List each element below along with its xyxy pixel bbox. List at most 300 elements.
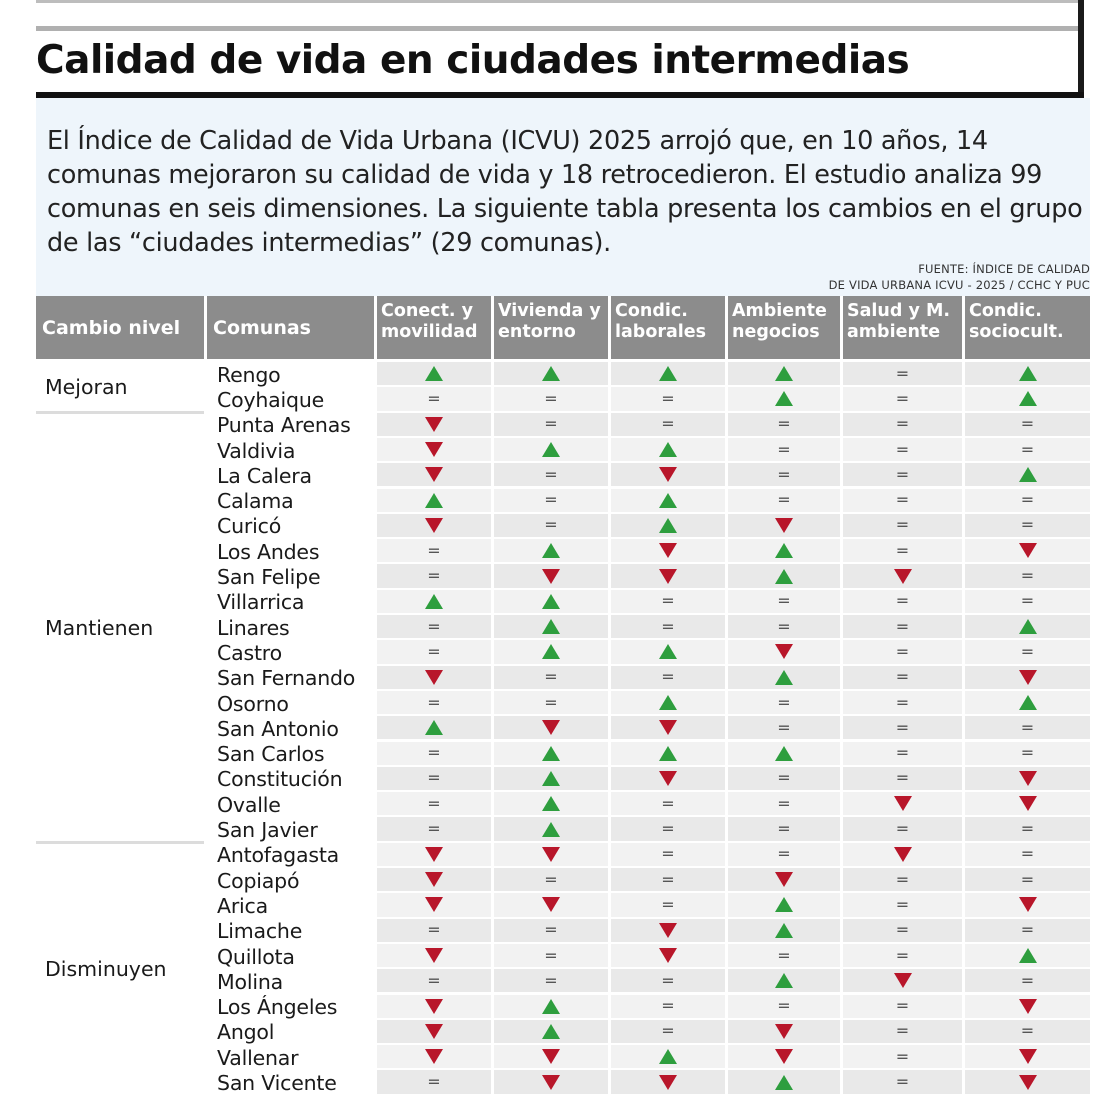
- value-cell: [494, 843, 608, 868]
- header-cambio-nivel: Cambio nivel: [36, 296, 204, 359]
- value-cell: [843, 1020, 962, 1045]
- triangle-down-icon: [542, 569, 560, 584]
- value-cell: [965, 666, 1090, 691]
- value-cell: [611, 691, 725, 716]
- value-cell: [728, 463, 840, 488]
- comuna-name: Villarrica: [217, 590, 305, 615]
- equal-sign: =: [661, 616, 675, 636]
- equal-sign: =: [777, 464, 791, 484]
- value-cell: [965, 1020, 1090, 1045]
- value-cell: [965, 919, 1090, 944]
- value-cell: [965, 387, 1090, 412]
- triangle-up-icon: [775, 897, 793, 912]
- value-cell: [843, 489, 962, 514]
- triangle-down-icon: [425, 670, 443, 685]
- triangle-down-icon: [425, 897, 443, 912]
- equal-sign: =: [427, 768, 441, 788]
- value-cell: [494, 1045, 608, 1070]
- value-cell: [377, 1020, 491, 1045]
- value-cell: [494, 413, 608, 438]
- triangle-up-icon: [542, 1024, 560, 1039]
- equal-sign: =: [895, 894, 910, 914]
- value-cell: [843, 1070, 962, 1095]
- triangle-down-icon: [894, 796, 912, 811]
- equal-sign: =: [777, 692, 791, 712]
- value-cell: [611, 1045, 725, 1070]
- equal-sign: =: [661, 819, 675, 839]
- value-cell: [494, 767, 608, 792]
- triangle-up-icon: [1019, 619, 1037, 634]
- triangle-down-icon: [894, 973, 912, 988]
- equal-sign: =: [544, 515, 558, 535]
- value-cell: [843, 767, 962, 792]
- comuna-name: Osorno: [217, 691, 289, 716]
- triangle-up-icon: [659, 493, 677, 508]
- equal-sign: =: [777, 768, 791, 788]
- triangle-up-icon: [542, 543, 560, 558]
- value-cell: [377, 615, 491, 640]
- value-cell: [728, 564, 840, 589]
- comuna-name: Copiapó: [217, 868, 300, 893]
- comuna-name: Antofagasta: [217, 843, 340, 868]
- comuna-name: San Antonio: [217, 716, 339, 741]
- equal-sign: =: [895, 616, 910, 636]
- value-cell: [494, 489, 608, 514]
- comuna-name: Molina: [217, 969, 283, 994]
- triangle-down-icon: [1019, 999, 1037, 1014]
- equal-sign: =: [544, 667, 558, 687]
- equal-sign: =: [544, 869, 558, 889]
- equal-sign: =: [777, 414, 791, 434]
- comuna-name: Linares: [217, 615, 290, 640]
- triangle-down-icon: [542, 847, 560, 862]
- value-cell: [728, 893, 840, 918]
- triangle-up-icon: [1019, 366, 1037, 381]
- header-ambiente-negocios: Ambiente negocios: [728, 296, 840, 359]
- triangle-up-icon: [659, 366, 677, 381]
- equal-sign: =: [777, 819, 791, 839]
- source-note: [829, 261, 1090, 293]
- triangle-down-icon: [659, 948, 677, 963]
- triangle-down-icon: [425, 518, 443, 533]
- value-cell: [494, 640, 608, 665]
- value-cell: [965, 640, 1090, 665]
- header-salud-ambiente: Salud y M. ambiente: [843, 296, 962, 359]
- value-cell: [494, 438, 608, 463]
- equal-sign: =: [895, 388, 910, 408]
- comuna-name: Curicó: [217, 514, 282, 539]
- value-cell: [728, 944, 840, 969]
- comuna-name: Los Andes: [217, 539, 320, 564]
- value-cell: [965, 817, 1090, 842]
- value-cell: [965, 767, 1090, 792]
- header-vivienda-entorno: Vivienda y entorno: [494, 296, 608, 359]
- triangle-up-icon: [425, 366, 443, 381]
- triangle-down-icon: [775, 1049, 793, 1064]
- comuna-name: Castro: [217, 640, 282, 665]
- value-cell: [494, 387, 608, 412]
- header-conect-movilidad: Conect. y movilidad: [377, 296, 491, 359]
- header-condic-sociocult: Condic. sociocult.: [965, 296, 1090, 359]
- value-cell: [377, 969, 491, 994]
- title-frame-bar: [1078, 0, 1084, 98]
- triangle-down-icon: [775, 1024, 793, 1039]
- triangle-up-icon: [542, 366, 560, 381]
- value-cell: [611, 1070, 725, 1095]
- value-cell: [494, 514, 608, 539]
- equal-sign: =: [895, 717, 910, 737]
- value-cell: [494, 817, 608, 842]
- value-cell: [377, 1070, 491, 1095]
- value-cell: [494, 615, 608, 640]
- equal-sign: =: [895, 768, 910, 788]
- value-cell: [843, 1045, 962, 1070]
- value-cell: [728, 843, 840, 868]
- value-cell: [494, 995, 608, 1020]
- value-cell: [728, 438, 840, 463]
- value-cell: [377, 1045, 491, 1070]
- triangle-down-icon: [425, 442, 443, 457]
- equal-sign: =: [544, 945, 558, 965]
- equal-sign: =: [661, 996, 675, 1016]
- value-cell: [377, 362, 491, 387]
- value-cell: [377, 893, 491, 918]
- value-cell: [843, 944, 962, 969]
- equal-sign: =: [895, 1072, 910, 1092]
- equal-sign: =: [777, 945, 791, 965]
- triangle-down-icon: [775, 644, 793, 659]
- triangle-down-icon: [1019, 543, 1037, 558]
- value-cell: [611, 413, 725, 438]
- equal-sign: =: [1020, 490, 1035, 510]
- value-cell: [377, 716, 491, 741]
- value-cell: [611, 944, 725, 969]
- equal-sign: =: [661, 667, 675, 687]
- comuna-name: Limache: [217, 919, 303, 944]
- triangle-up-icon: [425, 594, 443, 609]
- comuna-name: Constitución: [217, 767, 343, 792]
- value-cell: [728, 413, 840, 438]
- triangle-up-icon: [425, 493, 443, 508]
- value-cell: [965, 362, 1090, 387]
- value-cell: [843, 969, 962, 994]
- triangle-up-icon: [775, 391, 793, 406]
- comuna-name: San Vicente: [217, 1071, 337, 1096]
- equal-sign: =: [427, 970, 441, 990]
- equal-sign: =: [544, 490, 558, 510]
- triangle-down-icon: [775, 518, 793, 533]
- value-cell: [728, 539, 840, 564]
- triangle-down-icon: [1019, 1075, 1037, 1090]
- equal-sign: =: [544, 920, 558, 940]
- equal-sign: =: [427, 388, 441, 408]
- value-cell: [494, 893, 608, 918]
- triangle-down-icon: [425, 999, 443, 1014]
- value-cell: [965, 944, 1090, 969]
- equal-sign: =: [661, 388, 675, 408]
- triangle-down-icon: [659, 467, 677, 482]
- value-cell: [494, 716, 608, 741]
- equal-sign: =: [544, 692, 558, 712]
- value-cell: [965, 590, 1090, 615]
- equal-sign: =: [895, 515, 910, 535]
- value-cell: [728, 387, 840, 412]
- value-cell: [494, 564, 608, 589]
- value-cell: [728, 615, 840, 640]
- triangle-down-icon: [425, 948, 443, 963]
- triangle-down-icon: [659, 569, 677, 584]
- triangle-down-icon: [542, 897, 560, 912]
- triangle-up-icon: [659, 695, 677, 710]
- value-cell: [611, 514, 725, 539]
- group-label: Mejoran: [36, 362, 204, 413]
- value-cell: [728, 691, 840, 716]
- value-cell: [728, 969, 840, 994]
- triangle-down-icon: [659, 720, 677, 735]
- equal-sign: =: [777, 793, 791, 813]
- value-cell: [965, 564, 1090, 589]
- triangle-up-icon: [775, 923, 793, 938]
- value-cell: [494, 944, 608, 969]
- equal-sign: =: [1020, 869, 1035, 889]
- equal-sign: =: [1020, 970, 1035, 990]
- equal-sign: =: [661, 869, 675, 889]
- value-cell: [728, 590, 840, 615]
- equal-sign: =: [1020, 515, 1035, 535]
- equal-sign: =: [1020, 920, 1035, 940]
- value-cell: [377, 590, 491, 615]
- value-cell: [728, 995, 840, 1020]
- value-cell: [494, 463, 608, 488]
- comuna-name: Valdivia: [217, 438, 296, 463]
- value-cell: [728, 362, 840, 387]
- value-cell: [843, 590, 962, 615]
- equal-sign: =: [1020, 1021, 1035, 1041]
- triangle-down-icon: [659, 1075, 677, 1090]
- value-cell: [377, 817, 491, 842]
- equal-sign: =: [427, 616, 441, 636]
- equal-sign: =: [777, 490, 791, 510]
- equal-sign: =: [427, 566, 441, 586]
- equal-sign: =: [544, 388, 558, 408]
- value-cell: [965, 1070, 1090, 1095]
- value-cell: [611, 792, 725, 817]
- value-cell: [611, 539, 725, 564]
- equal-sign: =: [895, 692, 910, 712]
- value-cell: [843, 716, 962, 741]
- comuna-name: San Carlos: [217, 742, 325, 767]
- value-cell: [843, 893, 962, 918]
- equal-sign: =: [777, 591, 791, 611]
- triangle-up-icon: [542, 999, 560, 1014]
- value-cell: [728, 666, 840, 691]
- value-cell: [843, 919, 962, 944]
- value-cell: [965, 995, 1090, 1020]
- comuna-name: Arica: [217, 893, 268, 918]
- equal-sign: =: [895, 996, 910, 1016]
- value-cell: [728, 1045, 840, 1070]
- value-cell: [377, 792, 491, 817]
- triangle-down-icon: [894, 569, 912, 584]
- triangle-up-icon: [542, 594, 560, 609]
- value-cell: [843, 792, 962, 817]
- value-cell: [611, 742, 725, 767]
- triangle-down-icon: [659, 543, 677, 558]
- equal-sign: =: [427, 793, 441, 813]
- value-cell: [965, 514, 1090, 539]
- value-cell: [377, 691, 491, 716]
- value-cell: [611, 463, 725, 488]
- value-cell: [611, 640, 725, 665]
- equal-sign: =: [895, 743, 910, 763]
- value-cell: [377, 438, 491, 463]
- triangle-down-icon: [1019, 897, 1037, 912]
- value-cell: [494, 590, 608, 615]
- triangle-down-icon: [894, 847, 912, 862]
- triangle-up-icon: [775, 543, 793, 558]
- value-cell: [965, 893, 1090, 918]
- equal-sign: =: [895, 667, 910, 687]
- value-cell: [377, 387, 491, 412]
- triangle-up-icon: [1019, 391, 1037, 406]
- equal-sign: =: [895, 490, 910, 510]
- equal-sign: =: [777, 439, 791, 459]
- triangle-up-icon: [659, 518, 677, 533]
- comuna-name: Calama: [217, 489, 294, 514]
- equal-sign: =: [661, 414, 675, 434]
- value-cell: [494, 691, 608, 716]
- value-cell: [611, 995, 725, 1020]
- value-cell: [965, 438, 1090, 463]
- triangle-up-icon: [659, 746, 677, 761]
- value-cell: [843, 564, 962, 589]
- value-cell: [377, 742, 491, 767]
- equal-sign: =: [661, 844, 675, 864]
- value-cell: [843, 413, 962, 438]
- value-cell: [728, 817, 840, 842]
- value-cell: [611, 893, 725, 918]
- value-cell: [611, 1020, 725, 1045]
- equal-sign: =: [661, 894, 675, 914]
- value-cell: [494, 969, 608, 994]
- intro-text: El Índice de Calidad de Vida Urbana (ICVU) 2025 arrojó que, en 10 años, 14 comunas mejoraron su calidad de vida y 18 retrocedieron. El estudio analiza 99 comunas en seis dimensiones. La siguiente tabla presenta los cambios en el grupo de las “ciudades intermedias” (29 comunas).: [47, 126, 1083, 258]
- value-cell: [965, 969, 1090, 994]
- value-cell: [611, 919, 725, 944]
- comuna-name: Punta Arenas: [217, 413, 351, 438]
- value-cell: [611, 590, 725, 615]
- equal-sign: =: [427, 743, 441, 763]
- value-cell: [728, 1020, 840, 1045]
- top-rule-thick: [36, 26, 1082, 31]
- value-cell: [377, 767, 491, 792]
- comuna-name: San Javier: [217, 818, 318, 843]
- value-cell: [965, 539, 1090, 564]
- value-cell: [728, 489, 840, 514]
- header-comunas: Comunas: [207, 296, 374, 359]
- equal-sign: =: [895, 439, 910, 459]
- equal-sign: =: [777, 996, 791, 1016]
- value-cell: [377, 995, 491, 1020]
- value-cell: [728, 868, 840, 893]
- comuna-name: Ovalle: [217, 792, 281, 817]
- triangle-up-icon: [542, 442, 560, 457]
- triangle-down-icon: [425, 847, 443, 862]
- value-cell: [843, 615, 962, 640]
- value-cell: [377, 463, 491, 488]
- comuna-name: Vallenar: [217, 1045, 299, 1070]
- value-cell: [965, 1045, 1090, 1070]
- equal-sign: =: [661, 1021, 675, 1041]
- triangle-down-icon: [542, 720, 560, 735]
- equal-sign: =: [661, 591, 675, 611]
- value-cell: [843, 843, 962, 868]
- value-cell: [377, 868, 491, 893]
- triangle-up-icon: [775, 1075, 793, 1090]
- equal-sign: =: [895, 363, 910, 383]
- value-cell: [728, 742, 840, 767]
- value-cell: [611, 716, 725, 741]
- triangle-up-icon: [542, 619, 560, 634]
- triangle-up-icon: [542, 822, 560, 837]
- triangle-up-icon: [775, 746, 793, 761]
- value-cell: [728, 640, 840, 665]
- value-cell: [843, 691, 962, 716]
- value-cell: [611, 615, 725, 640]
- triangle-up-icon: [542, 771, 560, 786]
- group-separator: [36, 411, 204, 414]
- equal-sign: =: [1020, 439, 1035, 459]
- value-cell: [377, 539, 491, 564]
- equal-sign: =: [895, 819, 910, 839]
- equal-sign: =: [427, 692, 441, 712]
- triangle-up-icon: [659, 442, 677, 457]
- equal-sign: =: [1020, 641, 1035, 661]
- equal-sign: =: [777, 616, 791, 636]
- equal-sign: =: [895, 1046, 910, 1066]
- value-cell: [611, 564, 725, 589]
- group-label: Disminuyen: [36, 843, 204, 1096]
- equal-sign: =: [1020, 717, 1035, 737]
- triangle-up-icon: [775, 569, 793, 584]
- equal-sign: =: [1020, 819, 1035, 839]
- equal-sign: =: [1020, 566, 1035, 586]
- comuna-name: Quillota: [217, 944, 295, 969]
- value-cell: [494, 919, 608, 944]
- equal-sign: =: [895, 414, 910, 434]
- value-cell: [965, 716, 1090, 741]
- value-cell: [611, 362, 725, 387]
- value-cell: [728, 792, 840, 817]
- equal-sign: =: [777, 844, 791, 864]
- equal-sign: =: [895, 540, 910, 560]
- value-cell: [611, 843, 725, 868]
- value-cell: [728, 514, 840, 539]
- value-cell: [965, 792, 1090, 817]
- equal-sign: =: [1020, 591, 1035, 611]
- value-cell: [377, 514, 491, 539]
- comuna-name: Coyhaique: [217, 387, 325, 412]
- value-cell: [965, 413, 1090, 438]
- value-cell: [965, 615, 1090, 640]
- value-cell: [611, 868, 725, 893]
- value-cell: [843, 742, 962, 767]
- equal-sign: =: [427, 819, 441, 839]
- top-rule: [36, 0, 1082, 3]
- page-title: Calidad de vida en ciudades intermedias: [36, 38, 910, 83]
- value-cell: [611, 666, 725, 691]
- comuna-name: Rengo: [217, 362, 281, 387]
- value-cell: [843, 868, 962, 893]
